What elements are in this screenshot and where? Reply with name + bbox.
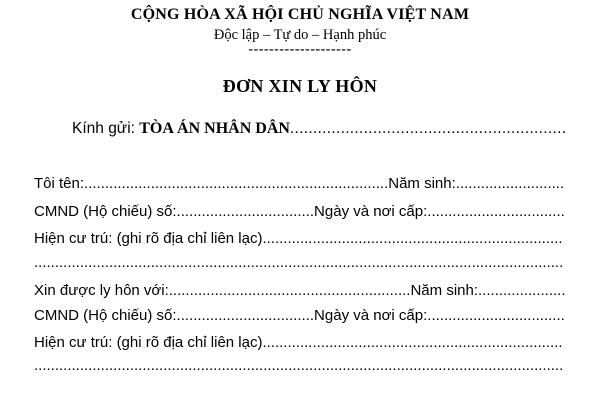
national-title: CỘNG HÒA XÃ HỘI CHỦ NGHĨA VIỆT NAM [130,6,470,23]
field-residence-continued: ............................................................................................................................... [34,254,564,271]
field-name-birth-year: Tôi tên:.........................................................................Năm sinh:.......................... [34,175,565,192]
field-spouse-id-issue: CMND (Hộ chiếu) số:.................................Ngày và nơi cấp:................................. [34,307,565,324]
national-motto: Độc lập – Tự do – Hạnh phúc [213,27,387,43]
field-spouse-residence-continued: ............................................................................................................................... [34,357,564,374]
addressee-court: TÒA ÁN NHÂN DÂN [139,120,290,137]
document-title: ĐƠN XIN LY HÔN [222,76,378,96]
field-residence: Hiện cư trú: (ghi rõ địa chỉ liên lạc)........................................................................ [34,230,563,247]
addressee-dots: ............................................................ [289,120,567,137]
header-divider: -------------------- [248,42,352,57]
field-id-issue: CMND (Hộ chiếu) số:.................................Ngày và nơi cấp:................................. [34,203,565,220]
field-spouse-birth-year: Xin được ly hôn với:..........................................................Năm sinh:..................... [34,282,566,299]
field-spouse-residence: Hiện cư trú: (ghi rõ địa chỉ liên lạc)........................................................................ [34,334,563,351]
addressee-line [72,120,568,138]
addressee-label: Kính gửi: [72,120,140,137]
